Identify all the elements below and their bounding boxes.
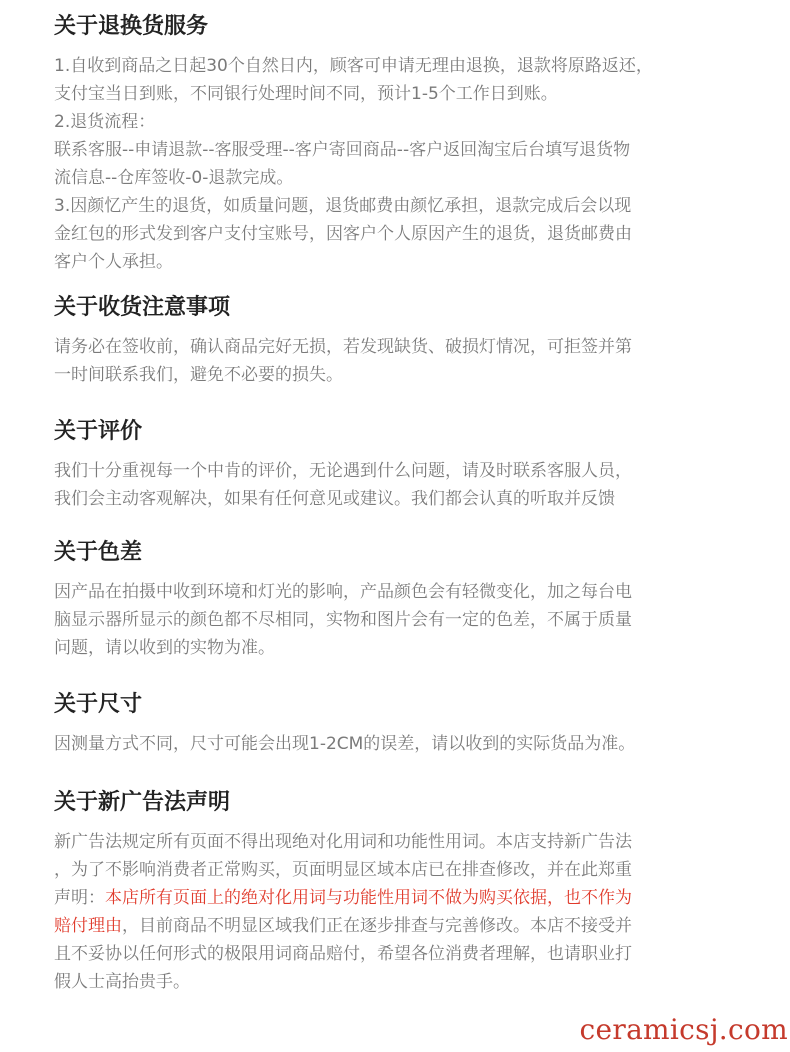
text-line: 因测量方式不同，尺寸可能会出现1-2CM的误差，请以收到的实际货品为准。 <box>54 734 636 754</box>
text-line: 2.退货流程： <box>54 112 156 132</box>
text-segment: 声明： <box>54 888 105 908</box>
section-heading-reviews: 关于评价 <box>54 419 143 444</box>
text-line <box>54 884 632 912</box>
section-body-size <box>54 730 635 758</box>
text-line: 1.自收到商品之日起30个自然日内，顾客可申请无理由退换，退款将原路返还， <box>54 56 653 76</box>
section-size <box>54 690 635 758</box>
section-heading-size: 关于尺寸 <box>54 692 143 717</box>
text-line: 金红包的形式发到客户支付宝账号，因客户个人原因产生的退货，退货邮费由 <box>54 224 632 244</box>
text-line <box>54 912 632 940</box>
section-heading-color: 关于色差 <box>54 540 143 565</box>
text-line: 因产品在拍摄中收到环境和灯光的影响，产品颜色会有轻微变化，加之每台电 <box>54 582 632 602</box>
text-line: 假人士高抬贵手。 <box>54 972 190 992</box>
text-line: 请务必在签收前，确认商品完好无损，若发现缺货、破损灯情况，可拒签并第 <box>54 337 632 357</box>
text-line: 问题，请以收到的实物为准。 <box>54 638 275 658</box>
text-line: 脑显示器所显示的颜色都不尽相同，实物和图片会有一定的色差，不属于质量 <box>54 610 632 630</box>
text-line: 支付宝当日到账，不同银行处理时间不同，预计1-5个工作日到账。 <box>54 84 558 104</box>
section-color <box>54 538 632 662</box>
highlight-text: 赔付理由 <box>54 916 122 936</box>
text-line: 3.因颜忆产生的退货，如质量问题，退货邮费由颜忆承担，退款完成后会以现 <box>54 196 632 216</box>
text-line: ，为了不影响消费者正常购买，页面明显区域本店已在排查修改，并在此郑重 <box>54 860 632 880</box>
text-line: 我们会主动客观解决，如果有任何意见或建议。我们都会认真的听取并反馈 <box>54 489 615 509</box>
section-body-returns <box>54 52 653 276</box>
section-body-receiving <box>54 333 632 389</box>
section-body-ad-law <box>54 828 632 996</box>
section-body-color <box>54 578 632 662</box>
section-heading-returns: 关于退换货服务 <box>54 14 209 39</box>
section-heading-receiving: 关于收货注意事项 <box>54 295 231 320</box>
text-line: 且不妥协以任何形式的极限用词商品赔付，希望各位消费者理解，也请职业打 <box>54 944 632 964</box>
section-returns <box>54 12 653 276</box>
text-line: 流信息--仓库签收-0-退款完成。 <box>54 168 294 188</box>
text-line: 联系客服--申请退款--客服受理--客户寄回商品--客户返回淘宝后台填写退货物 <box>54 140 631 160</box>
text-segment: ，目前商品不明显区域我们正在逐步排查与完善修改。本店不接受并 <box>122 916 632 936</box>
text-line: 一时间联系我们，避免不必要的损失。 <box>54 365 343 385</box>
text-line: 新广告法规定所有页面不得出现绝对化用词和功能性用词。本店支持新广告法 <box>54 832 632 852</box>
section-heading-ad-law: 关于新广告法声明 <box>54 790 231 815</box>
section-receiving <box>54 293 632 389</box>
watermark: ceramicsj.com <box>579 1013 788 1046</box>
section-ad-law <box>54 788 632 996</box>
highlight-text: 本店所有页面上的绝对化用词与功能性用词不做为购买依据，也不作为 <box>105 888 632 908</box>
text-line: 我们十分重视每一个中肯的评价，无论遇到什么问题，请及时联系客服人员， <box>54 461 632 481</box>
section-body-reviews <box>54 457 632 513</box>
text-line: 客户个人承担。 <box>54 252 173 272</box>
section-reviews <box>54 417 632 513</box>
